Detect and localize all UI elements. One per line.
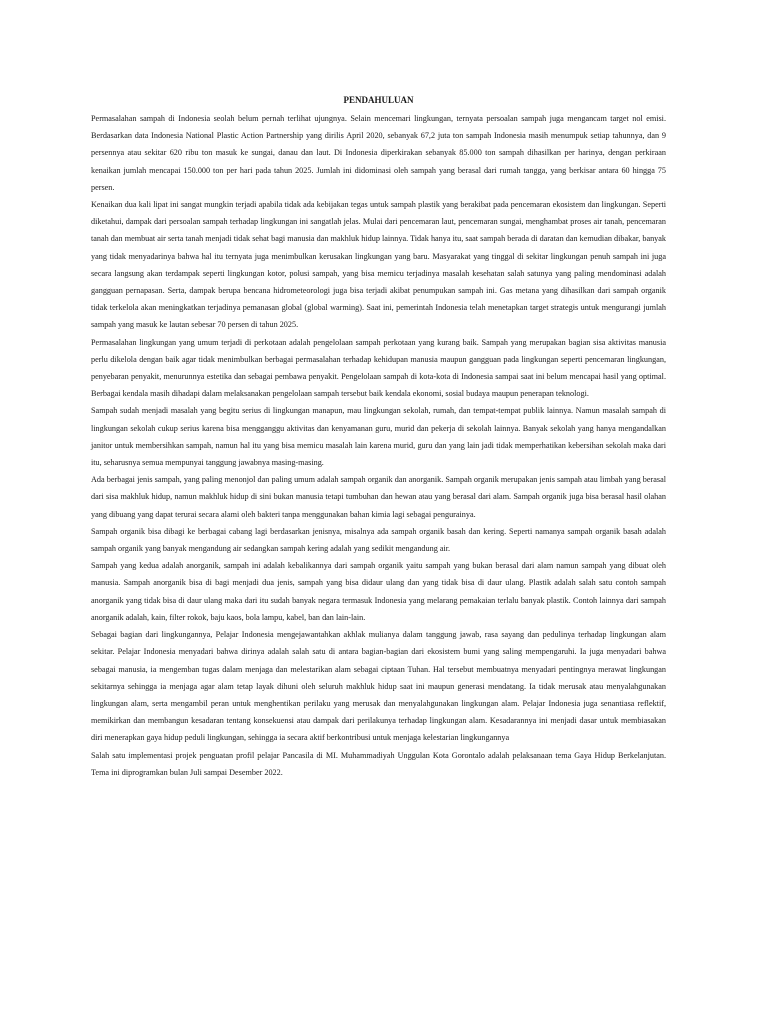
paragraph-9: Salah satu implementasi projek penguatan profil pelajar Pancasila di MI. Muhammadiyah Unggulan Kota Gorontalo adalah pelaksanaan tema Gaya Hidup Berkelanjutan. Tema ini diprogramkan bulan Juli sampai Desember 2022. [91, 750, 666, 777]
paragraph-3: Permasalahan lingkungan yang umum terjadi di perkotaan adalah pengelolaan sampah perkotaan yang kurang baik. Sampah yang merupakan bagian sisa aktivitas manusia perlu dikelola dengan baik agar tidak menimbulkan berbagai permasalahan terhadap kehidupan manusia maupun gangguan pada lingkungan seperti pencemaran lingkungan, penyebaran penyakit, menurunnya estetika dan sebagai pembawa penyakit. Pengelolaan sampah di kota-kota di Indonesia sampai saat ini belum mencapai hasil yang optimal. Berbagai kendala masih dihadapi dalam melaksanakan pengelolaan sampah tersebut baik kendala ekonomi, sosial budaya maupun penerapan teknologi. [91, 337, 666, 399]
paragraph-2: Kenaikan dua kali lipat ini sangat mungkin terjadi apabila tidak ada kebijakan tegas untuk sampah plastik yang berakibat pada pencemaran ekosistem dan lingkungan. Seperti diketahui, dampak dari persoalan sampah terhadap lingkungan ini sangatlah jelas. Mulai dari pencemaran laut, pencemaran sungai, menghambat proses air tanah, pencemaran tanah dan membuat air serta tanah menjadi tidak sehat bagi manusia dan makhluk hidup lainnya. Tidak hanya itu, saat sampah berada di daratan dan kemudian dibakar, banyak yang tidak menyadarinya bahwa hal itu ternyata juga menimbulkan kerusakan lingkungan yang baru. Masyarakat yang tinggal di sekitar lingkungan penuh sampah ini juga secara langsung akan terdampak seperti lingkungan kotor, polusi sampah, yang bisa memicu terjadinya masalah kesehatan salah satunya yang paling mendominasi adalah gangguan pernapasan. Serta, dampak berupa bencana hidrometeorologi juga bisa terjadi akibat penumpukan sampah ini. Gas metana yang dihasilkan dari sampah organik tidak terkelola akan meningkatkan terjadinya pemanasan global (global warming). Saat ini, pemerintah Indonesia telah menetapkan target strategis untuk mengurangi jumlah sampah yang masuk ke lautan sebesar 70 persen di tahun 2025. [91, 200, 666, 330]
page-title: PENDAHULUAN [343, 95, 414, 105]
paragraph-1: Permasalahan sampah di Indonesia seolah belum pernah terlihat ujungnya. Selain mencemari lingkungan, ternyata persoalan sampah juga mengancam target nol emisi. Berdasarkan data Indonesia National Plastic Action Partnership yang dirilis April 2020, sebanyak 67,2 juta ton sampah Indonesia masih menumpuk setiap tahunnya, dan 9 persennya atau sekitar 620 ribu ton masuk ke sungai, danau dan laut. Di Indonesia diperkirakan sebanyak 85.000 ton sampah dihasilkan per harinya, dengan perkiraan kenaikan jumlah mencapai 150.000 ton per hari pada tahun 2025. Jumlah ini didominasi oleh sampah yang berasal dari rumah tangga, yang berkisar antara 60 hingga 75 persen. [91, 114, 666, 192]
paragraph-8: Sebagai bagian dari lingkungannya, Pelajar Indonesia mengejawantahkan akhlak mulianya dalam tanggung jawab, rasa sayang dan pedulinya terhadap lingkungan alam sekitar. Pelajar Indonesia menyadari bahwa dirinya adalah salah satu di antara bagian-bagian dari ekosistem bumi yang saling mempengaruhi. Ia juga menyadari bahwa sebagai manusia, ia mengemban tugas dalam menjaga dan melestarikan alam sebagai ciptaan Tuhan. Hal tersebut membuatnya menyadari pentingnya merawat lingkungan sekitarnya sehingga ia menjaga agar alam tetap layak dihuni oleh seluruh makhluk hidup saat ini maupun generasi mendatang. Ia tidak merusak atau menyalahgunakan lingkungan alam, serta mengambil peran untuk menghentikan perilaku yang merusak dan menyalahgunakan lingkungan alam. Pelajar Indonesia juga senantiasa reflektif, memikirkan dan membangun kesadaran tentang konsekuensi atau dampak dari perilakunya terhadap lingkungan alam. Kesadarannya ini menjadi dasar untuk membiasakan diri menerapkan gaya hidup peduli lingkungan, sehingga ia secara aktif berkontribusi untuk menjaga kelestarian lingkungannya [91, 630, 666, 743]
document-page [91, 94, 666, 781]
paragraph-7: Sampah yang kedua adalah anorganik, sampah ini adalah kebalikannya dari sampah organik yaitu sampah yang bukan berasal dari alam namun sampah yang dibuat oleh manusia. Sampah anorganik bisa di bagi menjadi dua jenis, sampah yang bisa didaur ulang dan yang tidak bisa di daur ulang. Plastik adalah salah satu contoh sampah anorganik yang tidak bisa di daur ulang maka dari itu sudah banyak negara termasuk Indonesia yang melarang pemakaian terlalu banyak plastik. Contoh lainnya dari sampah anorganik adalah, kain, filter rokok, baju kaos, bola lampu, kabel, ban dan lain-lain. [91, 561, 666, 622]
paragraph-6: Sampah organik bisa dibagi ke berbagai cabang lagi berdasarkan jenisnya, misalnya ada sampah organik basah dan kering. Seperti namanya sampah organik basah adalah sampah organik yang banyak mengandung air sedangkan sampah kering adalah yang sedikit mengandung air. [91, 526, 666, 554]
paragraph-5: Ada berbagai jenis sampah, yang paling menonjol dan paling umum adalah sampah organik dan anorganik. Sampah organik merupakan jenis sampah atau limbah yang berasal dari sisa makhluk hidup, namun makhluk hidup di sini bukan manusia tetapi tumbuhan dan hewan atau yang berasal dari alam. Sampah organik juga bisa berasal hasil olahan yang dibuang yang dapat terurai secara alami oleh bakteri tanpa menggunakan bahan kimia lagi sebagai pengurainya. [91, 475, 666, 519]
paragraph-4: Sampah sudah menjadi masalah yang begitu serius di lingkungan manapun, mau lingkungan sekolah, rumah, dan tempat-tempat publik lainnya. Namun masalah sampah di lingkungan sekolah cukup serius karena bisa mengganggu aktivitas dan kenyamanan guru, murid dan pekerja di sekolah lainnya. Banyak sekolah yang hanya mengandalkan janitor untuk membersihkan sampah, namun hal itu yang bisa memicu masalah lain karena murid, guru dan yang lain jadi tidak memperhatikan kebersihan sekolah maka dari itu, seharusnya semua mempunyai tanggung jawabnya masing-masing. [91, 406, 666, 468]
